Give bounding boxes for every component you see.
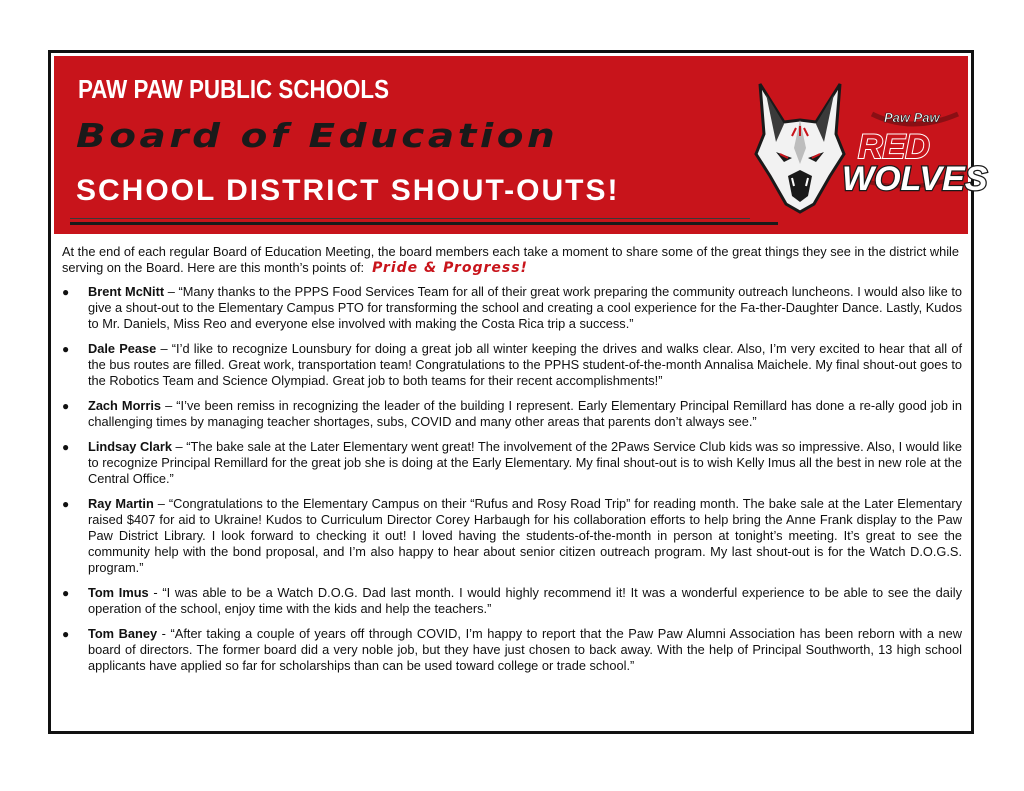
shoutout-text: “I’d like to recognize Lounsbury for doing a great job all winter keeping the drives and walks clear. Also, I’m very excited to hear that all of the bus routes are filled. Great work, transportation team! Congratulations to the PPHS student-of-the-month Annalisa Maichele. My final shout-out goes to the Robotics Team and Science Olympiad. Great job to both teams for their recent accomplishments!” — [88, 341, 963, 388]
bullet-icon: ● — [62, 342, 70, 356]
name-separator: – — [161, 398, 177, 413]
logo-small-text: Paw Paw — [884, 110, 940, 125]
bullet-icon: ● — [62, 440, 70, 454]
member-name: Zach Morris — [88, 398, 162, 413]
list-item — [62, 341, 962, 389]
list-item — [62, 398, 962, 430]
shoutout-text: “Congratulations to the Elementary Campus on their “Rufus and Rosy Road Trip” for reading month. The bake sale at the Later Elementary raised $407 for aid to Ukraine! Kudos to Curriculum Director Corey Harbaugh for his collaboration efforts to help bring the Anne Frank display to the Paw Paw District Library. I look forward to checking it out! I loved having the students-of-the-month in person at tonight’s meeting. It’s great to see the community help with the bond proposal, and I’m also happy to hear about senior citizen outreach program. My last shout-out is for the Watch D.O.G.S. program.” — [88, 496, 963, 575]
logo-red-text: RED — [858, 128, 930, 166]
name-separator: - — [148, 585, 163, 600]
board-title: Board of Education — [76, 116, 559, 155]
shoutout-text: “I’ve been remiss in recognizing the leader of the building I represent. Early Elementary Principal Remillard has done a re-ally good job in challenging times by managing teacher shortages, subs, COVID and many other areas that parents don’t always see.” — [88, 398, 962, 429]
wolf-head-logo-icon — [722, 64, 988, 232]
bullet-icon: ● — [62, 399, 70, 413]
list-item — [62, 585, 962, 617]
shoutout-text: “After taking a couple of years off through COVID, I’m happy to report that the Paw Paw Alumni Association has been reborn with a new board of directors. The former board did a very noble job, but they have just chosen to back away. With the help of Principal Southworth, 13 high school applicants have applied so far for scholarships than can be used toward college or trade school.” — [88, 626, 963, 673]
list-item — [62, 496, 962, 576]
member-name: Tom Baney — [88, 626, 158, 641]
member-name: Brent McNitt — [88, 284, 165, 299]
member-name: Lindsay Clark — [88, 439, 172, 454]
content-body — [62, 244, 962, 683]
page-frame — [48, 50, 988, 734]
name-separator: – — [171, 439, 187, 454]
member-name: Ray Martin — [88, 496, 154, 511]
wolf-head-icon — [756, 84, 844, 212]
intro-text: At the end of each regular Board of Education Meeting, the board members each take a moment to share some of the great things they see in the district while serving on the Board. Here are this month’s points of: — [62, 244, 960, 275]
list-item — [62, 284, 962, 332]
school-name: PAW PAW PUBLIC SCHOOLS — [78, 74, 389, 104]
bullet-icon: ● — [62, 627, 70, 641]
name-separator: – — [153, 496, 169, 511]
divider-thin — [70, 218, 750, 219]
name-separator: – — [164, 284, 179, 299]
shoutout-text: “I was able to be a Watch D.O.G. Dad last month. I would highly recommend it! It was a wonderful experience to be able to see the daily operation of the school, enjoy time with the kids and help the teachers.” — [88, 585, 962, 616]
bullet-icon: ● — [62, 586, 70, 600]
shoutout-text: “The bake sale at the Later Elementary went great! The involvement of the 2Paws Service Club kids was so impressive. Also, I would like to recognize Principal Remillard for the great job she is doing at the Early Elementary. My final shout-out is to wish Kelly Imus all the best in new role at the Central Office.” — [88, 439, 962, 486]
divider-thick — [70, 222, 778, 225]
shoutout-text: “Many thanks to the PPPS Food Services Team for all of their great work preparing the community outreach luncheons. I would also like to give a shout-out to the Elementary Campus PTO for transforming the school and creating a cool experience for the Fa-ther-Daughter Dance. Lastly, Kudos to Mr. Daniels, Miss Reo and everyone else involved with making the Costa Rica trip a success.” — [88, 284, 962, 331]
shoutout-list — [62, 284, 962, 674]
bullet-icon: ● — [62, 497, 70, 511]
bullet-icon: ● — [62, 285, 70, 299]
pride-progress-highlight: Pride & Progress! — [372, 260, 528, 276]
page-title: SCHOOL DISTRICT SHOUT-OUTS! — [76, 174, 620, 207]
list-item — [62, 626, 962, 674]
member-name: Dale Pease — [88, 341, 157, 356]
name-separator: – — [156, 341, 172, 356]
intro-paragraph — [62, 244, 962, 276]
logo-wolves-text: WOLVES — [842, 160, 988, 198]
member-name: Tom Imus — [88, 585, 149, 600]
list-item — [62, 439, 962, 487]
name-separator: - — [157, 626, 171, 641]
header-banner — [54, 56, 988, 234]
